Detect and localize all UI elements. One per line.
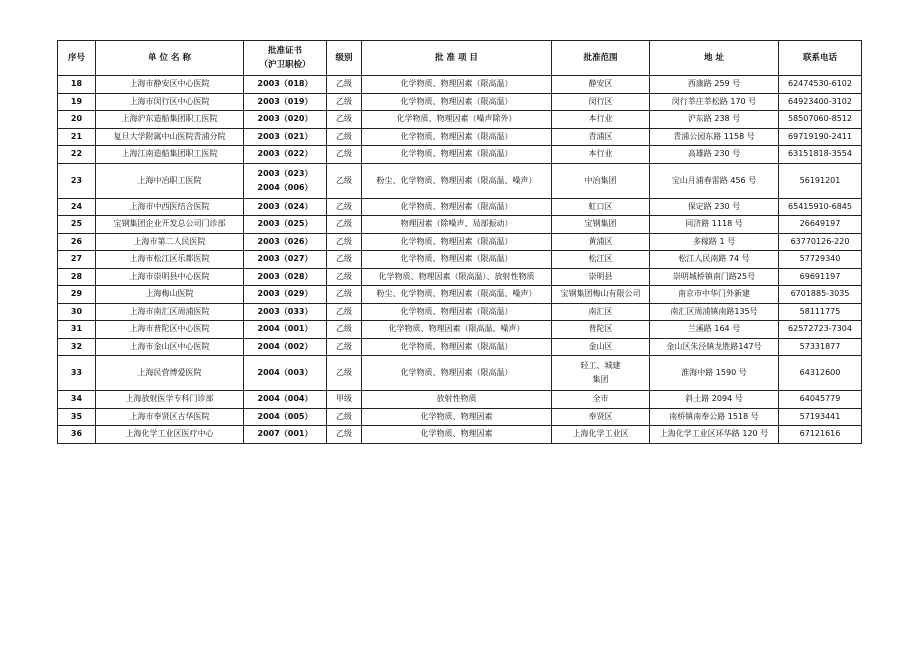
level: 乙级 — [327, 408, 362, 426]
row-number: 18 — [58, 76, 96, 94]
scope-line: 本行业 — [588, 114, 613, 124]
phone: 64045779 — [779, 391, 862, 409]
level: 乙级 — [327, 233, 362, 251]
approved-scope — [552, 251, 650, 269]
row-number: 19 — [58, 93, 96, 111]
approval-table — [57, 40, 862, 444]
table-row — [58, 321, 862, 339]
cert-line: 2003（022） — [257, 149, 313, 159]
unit-name: 上海市中西医结合医院 — [96, 198, 244, 216]
cert-number — [244, 426, 327, 444]
header-addr: 地 址 — [650, 41, 779, 76]
unit-name: 上海市金山区中心医院 — [96, 338, 244, 356]
address: 金山区朱泾镇龙胜路147号 — [650, 338, 779, 356]
header-level: 级别 — [327, 41, 362, 76]
approved-scope — [552, 233, 650, 251]
unit-name: 上海市普陀区中心医院 — [96, 321, 244, 339]
row-number: 21 — [58, 128, 96, 146]
approved-items: 化学物质、物理因素 — [362, 408, 552, 426]
phone: 63151818-3554 — [779, 146, 862, 164]
row-number: 33 — [58, 356, 96, 391]
level: 乙级 — [327, 76, 362, 94]
approved-scope — [552, 93, 650, 111]
scope-line: 青浦区 — [588, 131, 613, 141]
phone: 57331877 — [779, 338, 862, 356]
cert-line: 2004（003） — [257, 368, 313, 377]
cert-number — [244, 321, 327, 339]
approved-scope — [552, 163, 650, 198]
approved-scope — [552, 286, 650, 304]
cert-number — [244, 93, 327, 111]
table-row — [58, 163, 862, 198]
header-name: 单 位 名 称 — [96, 41, 244, 76]
cert-line: 2004（006） — [257, 182, 313, 192]
cert-line: 2003（027） — [257, 254, 313, 264]
row-number: 20 — [58, 111, 96, 129]
approved-scope — [552, 76, 650, 94]
phone: 69719190-2411 — [779, 128, 862, 146]
cert-number — [244, 216, 327, 234]
address: 上海化学工业区环华路 120 号 — [650, 426, 779, 444]
phone: 58111775 — [779, 303, 862, 321]
row-number: 36 — [58, 426, 96, 444]
unit-name: 复旦大学附属中山医院青浦分院 — [96, 128, 244, 146]
phone: 65415910-6845 — [779, 198, 862, 216]
phone: 64312600 — [779, 356, 862, 391]
header-cert-line2: （沪卫职检） — [259, 60, 311, 70]
table-row — [58, 146, 862, 164]
unit-name: 上海中冶职工医院 — [96, 163, 244, 198]
level: 乙级 — [327, 128, 362, 146]
row-number: 25 — [58, 216, 96, 234]
level: 乙级 — [327, 356, 362, 391]
table-row — [58, 128, 862, 146]
level: 乙级 — [327, 268, 362, 286]
address: 兰溪路 164 号 — [650, 321, 779, 339]
scope-line: 静安区 — [588, 79, 613, 89]
table-row — [58, 198, 862, 216]
unit-name: 上海市松江区乐都医院 — [96, 251, 244, 269]
approved-items: 化学物质、物理因素（限高温）、放射性物质 — [362, 268, 552, 286]
approved-items: 化学物质、物理因素（限高温） — [362, 146, 552, 164]
table-row — [58, 76, 862, 94]
phone: 63770126-220 — [779, 233, 862, 251]
phone: 62572723-7304 — [779, 321, 862, 339]
address: 同济路 1118 号 — [650, 216, 779, 234]
level: 乙级 — [327, 216, 362, 234]
approved-items: 粉尘、化学物质、物理因素（限高温、噪声） — [362, 163, 552, 198]
address: 南京市中华门外新建 — [650, 286, 779, 304]
level: 乙级 — [327, 111, 362, 129]
phone: 56191201 — [779, 163, 862, 198]
cert-number — [244, 391, 327, 409]
row-number: 26 — [58, 233, 96, 251]
phone: 58507060-8512 — [779, 111, 862, 129]
phone: 26649197 — [779, 216, 862, 234]
row-number: 24 — [58, 198, 96, 216]
phone: 57729340 — [779, 251, 862, 269]
scope-line: 宝钢集团梅山有限公司 — [560, 289, 641, 299]
unit-name: 上海市第二人民医院 — [96, 233, 244, 251]
header-cert-line1: 批准证书 — [267, 46, 302, 56]
scope-line: 本行业 — [588, 149, 613, 159]
unit-name: 上海放射医学专科门诊部 — [96, 391, 244, 409]
row-number: 34 — [58, 391, 96, 409]
table-row — [58, 408, 862, 426]
unit-name: 上海市奉贤区古华医院 — [96, 408, 244, 426]
header-cert — [244, 41, 327, 76]
cert-number — [244, 303, 327, 321]
cert-line: 2003（033） — [257, 306, 313, 316]
header-no: 序号 — [58, 41, 96, 76]
unit-name: 上海市南汇区周浦医院 — [96, 303, 244, 321]
approved-items: 化学物质、物理因素（限高温） — [362, 198, 552, 216]
level: 乙级 — [327, 321, 362, 339]
phone: 64923400-3102 — [779, 93, 862, 111]
scope-line: 中冶集团 — [584, 175, 617, 185]
cert-line: 2004（004） — [257, 394, 313, 404]
cert-line: 2003（018） — [257, 79, 313, 89]
scope-line: 全市 — [592, 394, 609, 404]
address: 淮海中路 1590 号 — [650, 356, 779, 391]
unit-name: 上海梅山医院 — [96, 286, 244, 304]
address: 西康路 259 号 — [650, 76, 779, 94]
approved-items: 化学物质、物理因素（限高温） — [362, 338, 552, 356]
address: 南汇区周浦镇南路135号 — [650, 303, 779, 321]
approved-scope — [552, 338, 650, 356]
cert-line: 2004（005） — [257, 411, 313, 421]
cert-number — [244, 163, 327, 198]
approved-items: 化学物质、物理因素 — [362, 426, 552, 444]
phone: 6701885-3035 — [779, 286, 862, 304]
table-row — [58, 356, 862, 391]
level: 乙级 — [327, 146, 362, 164]
cert-number — [244, 233, 327, 251]
approved-items: 化学物质、物理因素（限高温、噪声） — [362, 321, 552, 339]
approved-items: 化学物质、物理因素（限高温） — [362, 251, 552, 269]
row-number: 23 — [58, 163, 96, 198]
table-row — [58, 111, 862, 129]
cert-line: 2003（024） — [257, 201, 313, 211]
row-number: 31 — [58, 321, 96, 339]
unit-name: 宝钢集团企业开发总公司门诊部 — [96, 216, 244, 234]
approved-scope — [552, 198, 650, 216]
row-number: 32 — [58, 338, 96, 356]
level: 乙级 — [327, 163, 362, 198]
cert-line: 2003（023） — [257, 168, 313, 178]
table-row — [58, 268, 862, 286]
scope-line: 奉贤区 — [588, 411, 613, 421]
table-row — [58, 338, 862, 356]
unit-name: 上海江南造船集团职工医院 — [96, 146, 244, 164]
level: 乙级 — [327, 426, 362, 444]
cert-number — [244, 356, 327, 391]
scope-line: 普陀区 — [588, 324, 613, 334]
cert-line: 2003（021） — [257, 131, 313, 141]
address: 保定路 230 号 — [650, 198, 779, 216]
table-row — [58, 216, 862, 234]
header-scope: 批准范围 — [552, 41, 650, 76]
approved-scope — [552, 303, 650, 321]
level: 乙级 — [327, 251, 362, 269]
approved-items: 化学物质、物理因素（限高温） — [362, 76, 552, 94]
cert-number — [244, 128, 327, 146]
approved-items: 化学物质、物理因素（限高温） — [362, 128, 552, 146]
cert-number — [244, 338, 327, 356]
table-row — [58, 286, 862, 304]
scope-line: 集团 — [592, 375, 609, 384]
approved-scope — [552, 321, 650, 339]
unit-name: 上海沪东造船集团职工医院 — [96, 111, 244, 129]
level: 乙级 — [327, 338, 362, 356]
row-number: 28 — [58, 268, 96, 286]
cert-line: 2003（026） — [257, 236, 313, 246]
address: 青浦公园东路 1158 号 — [650, 128, 779, 146]
row-number: 22 — [58, 146, 96, 164]
scope-line: 金山区 — [588, 341, 613, 351]
address: 多稼路 1 号 — [650, 233, 779, 251]
table-row — [58, 233, 862, 251]
row-number: 29 — [58, 286, 96, 304]
table-row — [58, 426, 862, 444]
table-row — [58, 303, 862, 321]
address: 宝山月浦春雷路 456 号 — [650, 163, 779, 198]
approved-scope — [552, 111, 650, 129]
approved-scope — [552, 391, 650, 409]
scope-line: 虹口区 — [588, 201, 613, 211]
cert-number — [244, 268, 327, 286]
level: 甲级 — [327, 391, 362, 409]
approved-items: 化学物质、物理因素（限高温） — [362, 356, 552, 391]
cert-line: 2003（020） — [257, 114, 313, 124]
cert-number — [244, 286, 327, 304]
level: 乙级 — [327, 93, 362, 111]
approved-items: 放射性物质 — [362, 391, 552, 409]
approved-items: 化学物质、物理因素（限高温） — [362, 233, 552, 251]
header-items: 批 准 项 目 — [362, 41, 552, 76]
table-row — [58, 251, 862, 269]
cert-line: 2007（001） — [257, 429, 313, 439]
level: 乙级 — [327, 198, 362, 216]
cert-number — [244, 76, 327, 94]
unit-name: 上海化学工业区医疗中心 — [96, 426, 244, 444]
unit-name: 上海民营博爱医院 — [96, 356, 244, 391]
cert-line: 2003（019） — [257, 96, 313, 106]
cert-number — [244, 408, 327, 426]
phone: 67121616 — [779, 426, 862, 444]
level: 乙级 — [327, 303, 362, 321]
unit-name: 上海市闵行区中心医院 — [96, 93, 244, 111]
approved-items: 化学物质、物理因素（限高温） — [362, 303, 552, 321]
address: 沪东路 238 号 — [650, 111, 779, 129]
scope-line: 闵行区 — [588, 96, 613, 106]
row-number: 27 — [58, 251, 96, 269]
phone: 69691197 — [779, 268, 862, 286]
scope-line: 黄浦区 — [588, 236, 613, 246]
approved-scope — [552, 216, 650, 234]
scope-line: 轻工、城建 — [580, 361, 621, 370]
approved-items: 物理因素（除噪声、局部振动） — [362, 216, 552, 234]
address: 闵行莘庄莘松路 170 号 — [650, 93, 779, 111]
unit-name: 上海市静安区中心医院 — [96, 76, 244, 94]
level: 乙级 — [327, 286, 362, 304]
approved-items: 化学物质、物理因素（噪声除外） — [362, 111, 552, 129]
address: 崇明城桥镇南门路25号 — [650, 268, 779, 286]
cert-number — [244, 251, 327, 269]
address: 南桥镇南奉公路 1518 号 — [650, 408, 779, 426]
table-row — [58, 93, 862, 111]
header-phone: 联系电话 — [779, 41, 862, 76]
scope-line: 南汇区 — [588, 306, 613, 316]
scope-line: 崇明县 — [588, 271, 613, 281]
cert-number — [244, 146, 327, 164]
approved-scope — [552, 356, 650, 391]
approved-scope — [552, 426, 650, 444]
scope-line: 上海化学工业区 — [572, 429, 629, 439]
approved-scope — [552, 128, 650, 146]
scope-line: 宝钢集团 — [584, 219, 617, 229]
address: 松江人民南路 74 号 — [650, 251, 779, 269]
unit-name: 上海市崇明县中心医院 — [96, 268, 244, 286]
cert-line: 2003（025） — [257, 219, 313, 229]
approved-items: 粉尘、化学物质、物理因素（限高温、噪声） — [362, 286, 552, 304]
cert-line: 2003（029） — [257, 289, 313, 299]
approved-scope — [552, 146, 650, 164]
approved-scope — [552, 268, 650, 286]
scope-line: 松江区 — [588, 254, 613, 264]
cert-number — [244, 111, 327, 129]
table-body — [58, 76, 862, 444]
address: 高雄路 230 号 — [650, 146, 779, 164]
approved-items: 化学物质、物理因素（限高温） — [362, 93, 552, 111]
phone: 57193441 — [779, 408, 862, 426]
cert-number — [244, 198, 327, 216]
approved-scope — [552, 408, 650, 426]
cert-line: 2004（002） — [257, 341, 313, 351]
row-number: 30 — [58, 303, 96, 321]
table-row — [58, 391, 862, 409]
row-number: 35 — [58, 408, 96, 426]
cert-line: 2004（001） — [257, 324, 313, 334]
address: 斜土路 2094 号 — [650, 391, 779, 409]
header-row — [58, 41, 862, 76]
cert-line: 2003（028） — [257, 271, 313, 281]
phone: 62474530-6102 — [779, 76, 862, 94]
